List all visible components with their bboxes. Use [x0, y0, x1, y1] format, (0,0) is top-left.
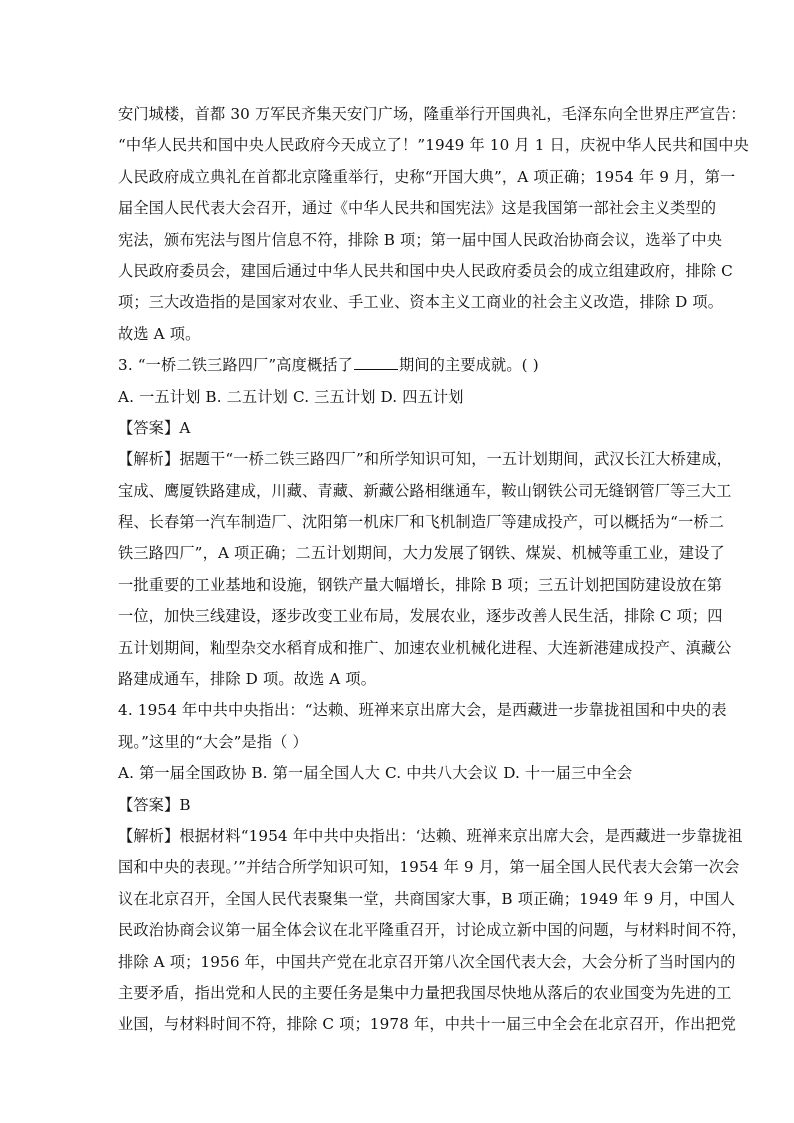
- text-line: 宪法，颁布宪法与图片信息不符，排除 B 项；第一届中国人民政治协商会议，选举了中央: [118, 230, 723, 249]
- text-line: 安门城楼，首都 30 万军民齐集天安门广场，隆重举行开国典礼，毛泽东向全世界庄严宣告：: [118, 105, 746, 123]
- analysis-line: 业国，与材料时间不符，排除 C 项；1978 年，中共十一届三中全会在北京召开，作出把党: [118, 1015, 737, 1034]
- analysis-line: 宝成、鹰厦铁路建成，川藏、青藏、新藏公路相继通车，鞍山钢铁公司无缝钢管厂等三大工: [118, 481, 732, 500]
- analysis-line: 民政治协商会议第一届全体会议在北平隆重召开，讨论成立新中国的问题，与材料时间不符，: [118, 921, 747, 940]
- answer-label: 【答案】B: [118, 795, 191, 814]
- question-4-stem: 4. 1954 年中共中央指出：“达赖、班禅来京出席大会，是西藏进一步靠拢祖国和中央的表: [118, 701, 727, 720]
- analysis-line: 主要矛盾，指出党和人民的主要任务是集中力量把我国尽快地从落后的农业国变为先进的工: [118, 983, 732, 1002]
- text-line: 人民政府委员会，建国后通过中华人民共和国中央人民政府委员会的成立组建政府，排除 C: [118, 261, 733, 280]
- text-line: “中华人民共和国中央人民政府今天成立了！”1949 年 10 月 1 日，庆祝中华人民共和国中央: [118, 136, 749, 155]
- answer-label: 【答案】A: [118, 418, 191, 437]
- document-body: [118, 99, 749, 1041]
- analysis-line: 铁三路四厂”，A 项正确；二五计划期间，大力发展了钢铁、煤炭、机械等重工业，建设了: [118, 544, 725, 563]
- question-4-stem: 现。”这里的“大会”是指（ ）: [118, 732, 308, 751]
- analysis-line: 一批重要的工业基地和设施，钢铁产量大幅增长，排除 B 项；三五计划把国防建设放在第: [118, 575, 723, 594]
- analysis-line: 国和中央的表现。’”并结合所学知识可知，1954 年 9 月，第一届全国人民代表大会第一次会: [118, 858, 740, 877]
- question-4-options: A. 第一届全国政协 B. 第一届全国人大 C. 中共八大会议 D. 十一届三中全会: [118, 764, 633, 783]
- question-3-text-end: 期间的主要成就。( ): [398, 356, 539, 375]
- fill-in-blank: [354, 368, 398, 370]
- question-3-options: A. 一五计划 B. 二五计划 C. 三五计划 D. 四五计划: [118, 387, 464, 406]
- analysis-line: 排除 A 项；1956 年，中国共产党在北京召开第八次全国代表大会，大会分析了当时国内的: [118, 952, 736, 971]
- analysis-line: 议在北京召开，全国人民代表聚集一堂，共商国家大事，B 项正确；1949 年 9 月，中国人: [118, 889, 736, 908]
- text-line: 人民政府成立典礼在首都北京隆重举行，史称“开国大典”，A 项正确；1954 年 9 月，第一: [118, 167, 736, 186]
- text-line: 项；三大改造指的是国家对农业、手工业、资本主义工商业的社会主义改造，排除 D 项。: [118, 293, 724, 312]
- analysis-line: 五计划期间，籼型杂交水稻育成和推广、加速农业机械化进程、大连新港建成投产、滇藏公: [118, 638, 732, 657]
- analysis-line: 一位，加快三线建设，逐步改变工业布局，发展农业，逐步改善人民生活，排除 C 项；四: [118, 607, 723, 626]
- analysis-line: 【解析】根据材料“1954 年中共中央指出：‘达赖、班禅来京出席大会，是西藏进一步靠拢祖: [118, 826, 743, 845]
- question-3-text: 3. “一桥二铁三路四厂”高度概括了: [118, 356, 353, 375]
- analysis-line: 【解析】据题干“一桥二铁三路四厂”和所学知识可知，一五计划期间，武汉长江大桥建成，: [118, 450, 732, 469]
- text-line: 故选 A 项。: [118, 324, 201, 343]
- question-3-stem: [118, 350, 683, 381]
- analysis-line: 程、长春第一汽车制造厂、沈阳第一机床厂和飞机制造厂等建成投产，可以概括为“一桥二: [118, 513, 725, 532]
- analysis-line: 路建成通车，排除 D 项。故选 A 项。: [118, 670, 377, 689]
- text-line: 届全国人民代表大会召开，通过《中华人民共和国宪法》这是我国第一部社会主义类型的: [118, 199, 717, 218]
